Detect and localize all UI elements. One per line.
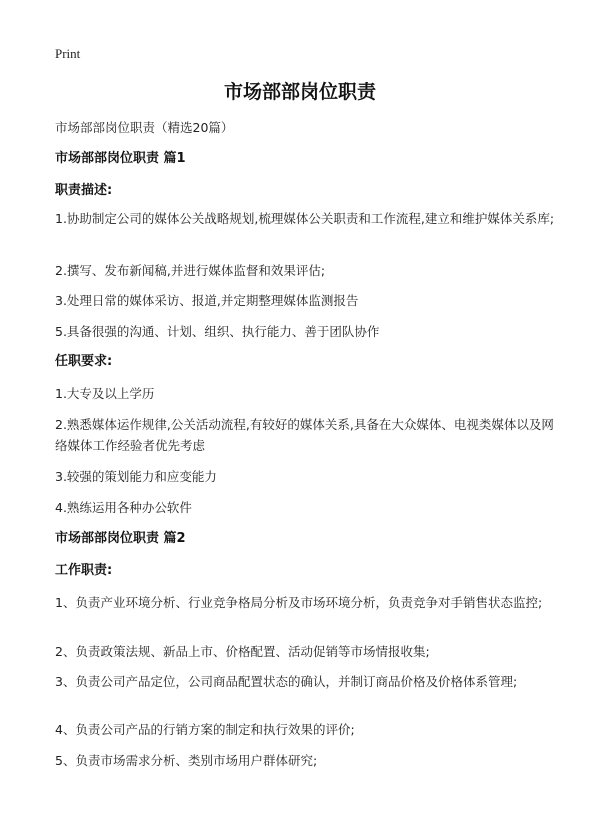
document-title: 市场部部岗位职责 [223,81,376,103]
section-1-heading: 市场部部岗位职责 篇1 [55,151,186,166]
section-1-desc-item: 1.协助制定公司的媒体公关战略规划,梳理媒体公关职责和工作流程,建立和维护媒体关系库; [55,211,555,226]
section-2-work-item: 4、负责公司产品的行销方案的制定和执行效果的评价; [55,722,355,737]
section-1-desc-heading: 职责描述: [55,183,113,198]
section-1-req-item: 4.熟练运用各种办公软件 [55,500,192,515]
document-subtitle: 市场部部岗位职责（精选20篇） [55,120,234,135]
section-2-work-item: 2、负责政策法规、新品上市、价格配置、活动促销等市场情报收集; [55,644,430,659]
section-2-work-item: 1、负责产业环境分析、行业竞争格局分析及市场环境分析，负责竞争对手销售状态监控; [55,595,543,610]
section-1-req-item: 1.大专及以上学历 [55,386,155,401]
section-2-heading: 市场部部岗位职责 篇2 [55,531,186,546]
section-1-desc-item: 2.撰写、发布新闻稿,并进行媒体监督和效果评估; [55,263,326,278]
section-1-desc-item: 5.具备很强的沟通、计划、组织、执行能力、善于团队协作 [55,324,380,339]
section-2-work-item: 5、负责市场需求分析、类别市场用户群体研究; [55,753,318,768]
section-2-work-heading: 工作职责: [55,563,113,578]
section-1-req-item: 3.较强的策划能力和应变能力 [55,469,217,484]
section-1-req-item: 2.熟悉媒体运作规律,公关活动流程,有较好的媒体关系,具备在大众媒体、电视类媒体以及网络媒体工作经验者优先考虑 [55,417,554,453]
section-2-work-item: 3、负责公司产品定位，公司商品配置状态的确认，并制订商品价格及价格体系管理; [55,674,518,689]
print-link[interactable]: Print [55,46,81,61]
section-1-desc-item: 3.处理日常的媒体采访、报道,并定期整理媒体监测报告 [55,293,359,308]
section-1-req-heading: 任职要求: [55,354,113,369]
